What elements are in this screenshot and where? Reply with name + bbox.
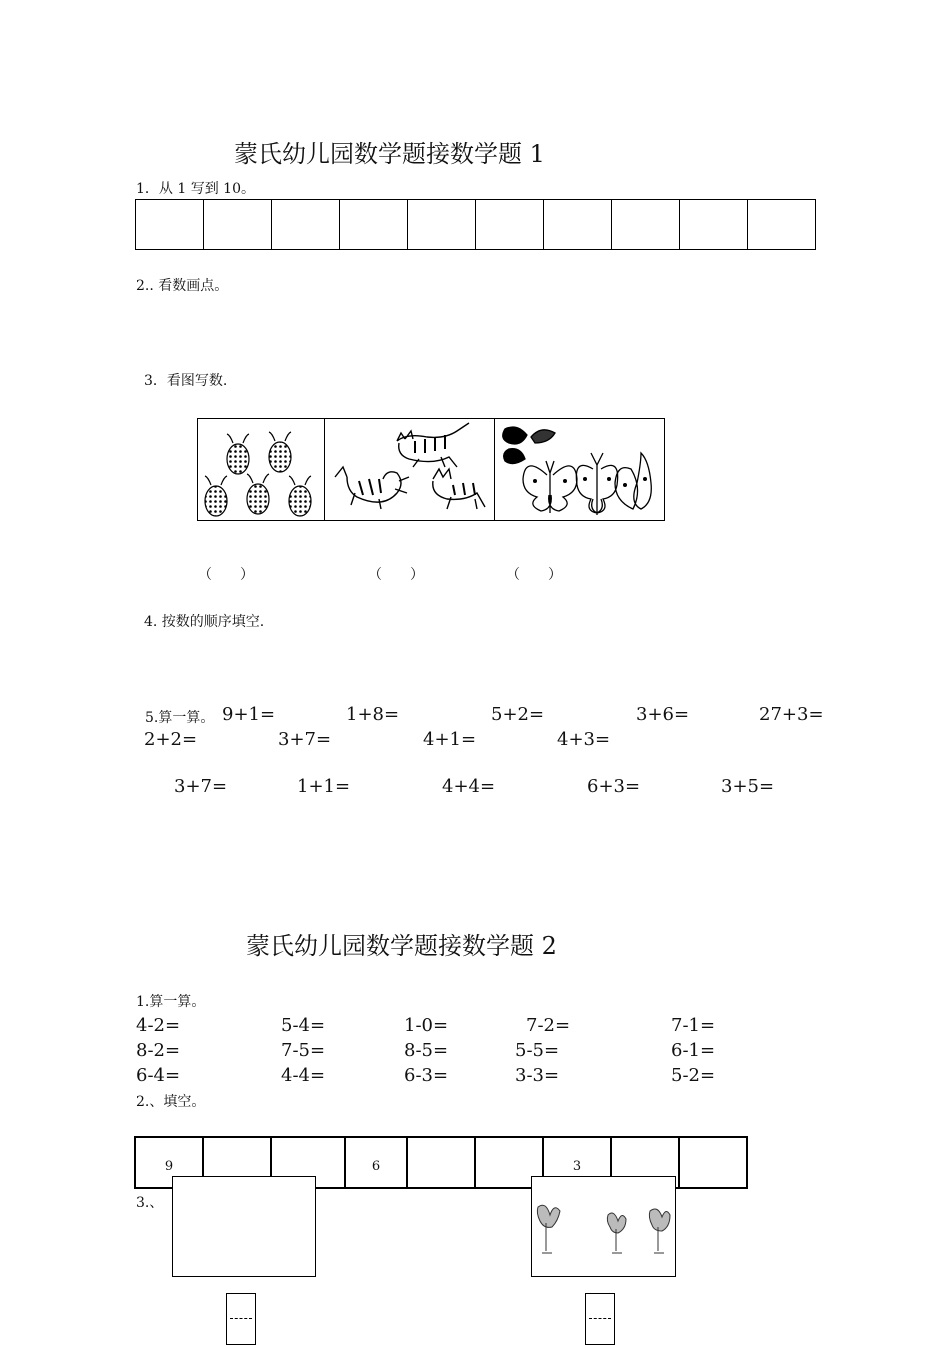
equation: 5-5=	[515, 1040, 560, 1061]
equation: 6+3=	[587, 776, 641, 797]
grid-cell[interactable]	[612, 200, 680, 249]
equation: 5-2=	[671, 1065, 716, 1086]
answer-box-right[interactable]	[585, 1293, 615, 1345]
equation: 7-5=	[281, 1040, 326, 1061]
equation: 4+3=	[557, 729, 611, 750]
answer-blank-cats[interactable]: （ ）	[368, 567, 424, 583]
question-2-label: 2.. 看数画点。	[136, 278, 229, 294]
equation: 5+2=	[491, 704, 545, 725]
question-3-label: 3．看图写数.	[144, 373, 228, 389]
grid-cell[interactable]	[272, 200, 340, 249]
grid-cell[interactable]: 9	[136, 1138, 204, 1187]
grid-cell[interactable]	[136, 200, 204, 249]
equation: 4+4=	[442, 776, 496, 797]
equation: 6-4=	[136, 1065, 181, 1086]
grid-cell[interactable]	[476, 200, 544, 249]
equation: 8-5=	[404, 1040, 449, 1061]
count-pictures-strip	[197, 418, 665, 521]
equation: 1+8=	[346, 704, 400, 725]
answer-box-left[interactable]	[226, 1293, 256, 1345]
question-4-label: 4. 按数的顺序填空.	[144, 614, 265, 630]
equation: 1+1=	[297, 776, 351, 797]
equation: 27+3=	[759, 704, 824, 725]
flowers-picture-frame	[531, 1176, 676, 1277]
equation: 1-0=	[404, 1015, 449, 1036]
equation: 4-2=	[136, 1015, 181, 1036]
grid-cell[interactable]	[748, 200, 816, 249]
grid-cell[interactable]	[680, 1138, 748, 1187]
grid-cell[interactable]	[340, 200, 408, 249]
empty-picture-frame	[172, 1176, 316, 1277]
butterfly-icon	[495, 419, 663, 520]
equation: 3+6=	[636, 704, 690, 725]
grid-cell[interactable]: 6	[346, 1138, 408, 1187]
flower-icon	[532, 1177, 675, 1276]
page-title-2: 蒙氏幼儿园数学题接数学题 2	[246, 932, 557, 960]
cats-panel	[325, 419, 495, 520]
equation: 4-4=	[281, 1065, 326, 1086]
grid-cell[interactable]	[408, 200, 476, 249]
grid-cell[interactable]	[408, 1138, 476, 1187]
equation: 7-2=	[526, 1015, 571, 1036]
grid-cell[interactable]: 3	[544, 1138, 612, 1187]
equation: 3+5=	[721, 776, 775, 797]
cat-icon	[325, 419, 494, 520]
butterflies-panel	[495, 419, 664, 520]
s2-question-2-label: 2.、填空。	[136, 1094, 206, 1110]
ladybug-icon	[198, 419, 324, 520]
equation: 6-3=	[404, 1065, 449, 1086]
equation: 4+1=	[423, 729, 477, 750]
equation: 7-1=	[671, 1015, 716, 1036]
equation: 5-4=	[281, 1015, 326, 1036]
grid-cell[interactable]	[544, 200, 612, 249]
equation: 8-2=	[136, 1040, 181, 1061]
equation: 3+7=	[174, 776, 228, 797]
equation: 6-1=	[671, 1040, 716, 1061]
question-1-label: 1．从 1 写到 10。	[136, 181, 255, 197]
equation: 2+2=	[144, 729, 198, 750]
equation: 3-3=	[515, 1065, 560, 1086]
answer-blank-butterflies[interactable]: （ ）	[506, 567, 562, 583]
write-1-to-10-grid	[135, 199, 816, 250]
ladybugs-panel	[198, 419, 325, 520]
grid-cell[interactable]	[204, 200, 272, 249]
page-title-1: 蒙氏幼儿园数学题接数学题 1	[234, 140, 545, 168]
s2-question-3-label: 3.、	[136, 1195, 164, 1211]
grid-cell[interactable]	[680, 200, 748, 249]
question-5-label: 5.算一算。	[145, 710, 215, 726]
equation: 3+7=	[278, 729, 332, 750]
equation: 9+1=	[222, 704, 276, 725]
answer-blank-ladybugs[interactable]: （ ）	[198, 567, 254, 583]
s2-question-1-label: 1.算一算。	[136, 994, 206, 1010]
